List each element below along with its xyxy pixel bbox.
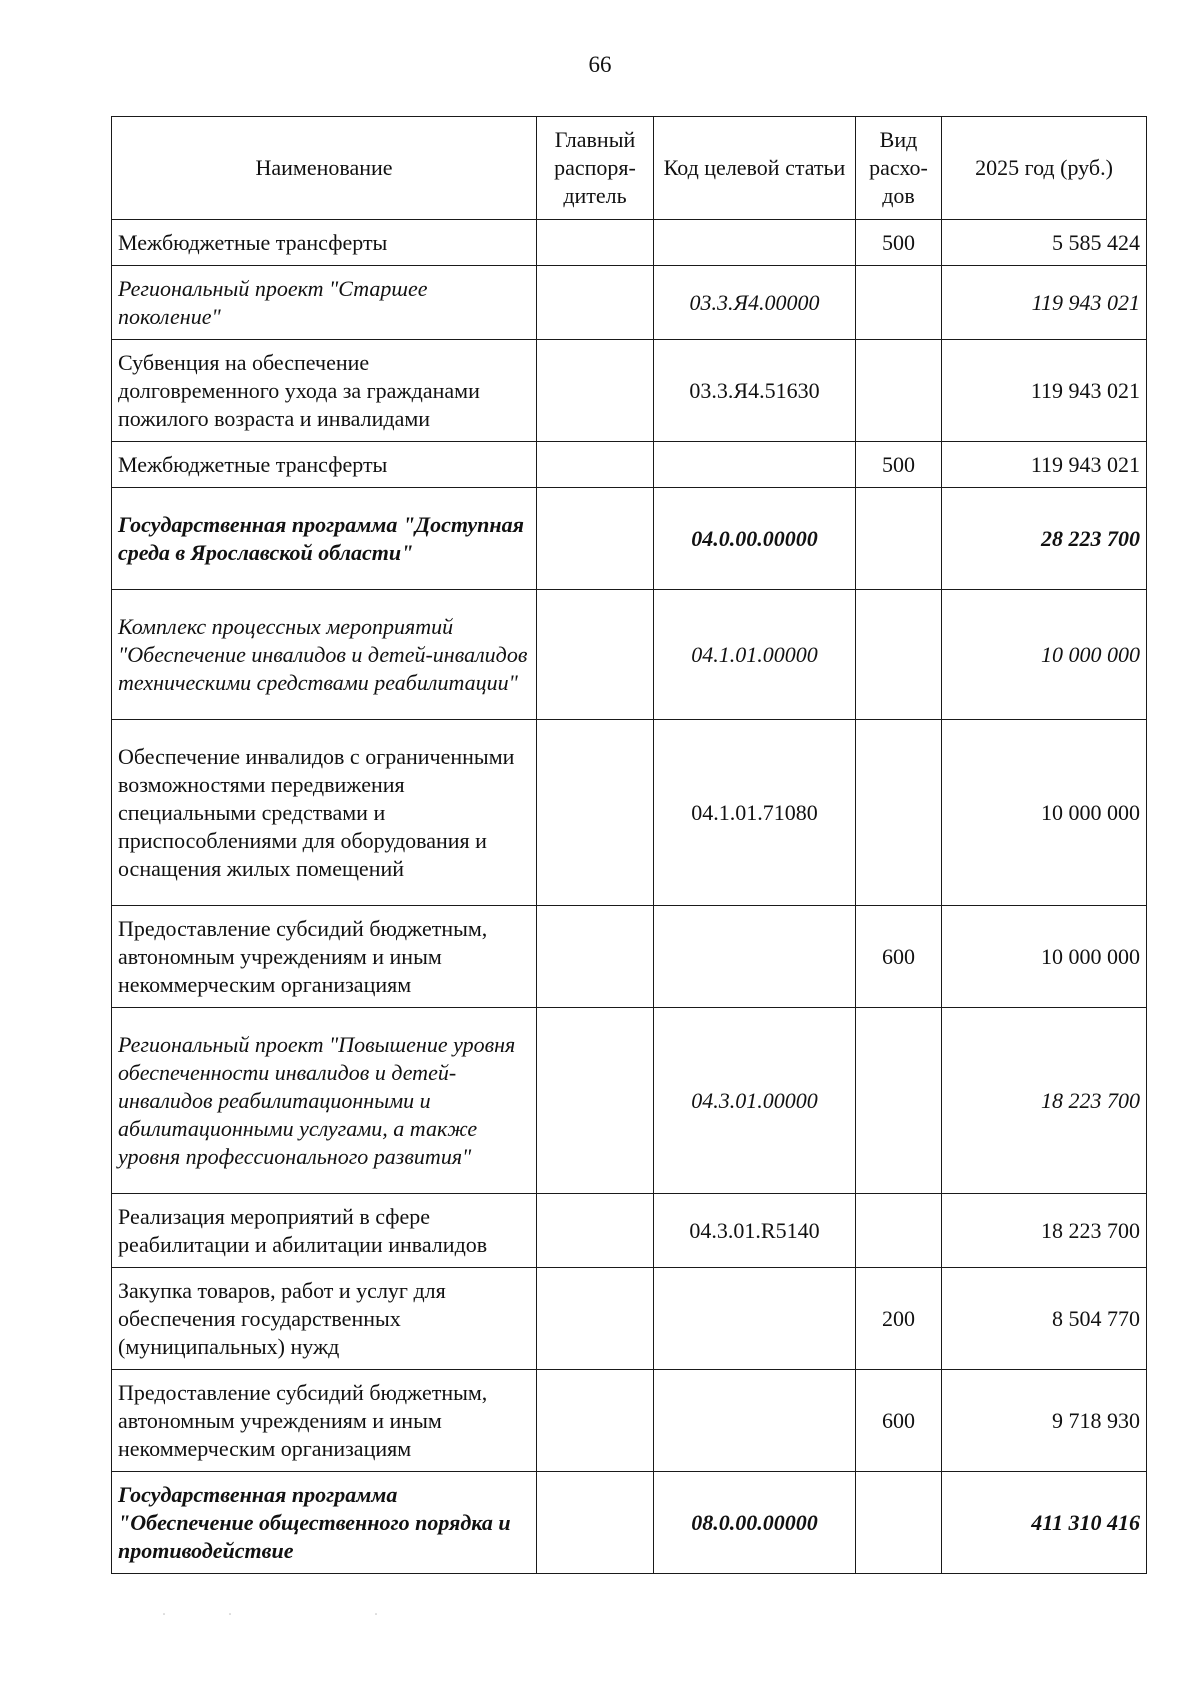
row-target-code-cell: [654, 1370, 856, 1472]
table-header-row: [112, 117, 1147, 220]
row-target-code-cell: 03.3.Я4.51630: [654, 340, 856, 442]
table-row: [112, 1008, 1147, 1194]
row-chief-manager-cell: [537, 906, 654, 1008]
row-chief-manager-cell: [537, 1268, 654, 1370]
table-row: [112, 488, 1147, 590]
table-row: [112, 1268, 1147, 1370]
table-row: [112, 442, 1147, 488]
row-expense-type-cell: [856, 1194, 942, 1268]
row-name-cell: Обеспечение инвалидов с ограниченными возможностями передвижения специальными средствами и приспособлениями для оборудования и оснащения жилых помещений: [112, 720, 537, 906]
table-row: [112, 906, 1147, 1008]
row-target-code-cell: 04.0.00.00000: [654, 488, 856, 590]
row-name-cell: Предоставление субсидий бюджетным, автономным учреждениям и иным некоммерческим организациям: [112, 906, 537, 1008]
row-target-code-cell: [654, 442, 856, 488]
table-row: [112, 590, 1147, 720]
row-expense-type-cell: [856, 340, 942, 442]
header-name: Наименование: [112, 117, 537, 220]
row-name-cell: Предоставление субсидий бюджетным, автономным учреждениям и иным некоммерческим организациям: [112, 1370, 537, 1472]
row-expense-type-cell: [856, 590, 942, 720]
row-amount-cell: 119 943 021: [942, 340, 1147, 442]
row-name-cell: Государственная программа "Доступная среда в Ярославской области": [112, 488, 537, 590]
table-row: [112, 266, 1147, 340]
row-chief-manager-cell: [537, 220, 654, 266]
row-expense-type-cell: [856, 1472, 942, 1574]
header-expense-type: Вид расхо-дов: [856, 117, 942, 220]
row-expense-type-cell: 500: [856, 220, 942, 266]
row-chief-manager-cell: [537, 266, 654, 340]
row-name-cell: Реализация мероприятий в сфере реабилитации и абилитации инвалидов: [112, 1194, 537, 1268]
row-amount-cell: 18 223 700: [942, 1008, 1147, 1194]
row-target-code-cell: 04.1.01.00000: [654, 590, 856, 720]
row-name-cell: Региональный проект "Повышение уровня обеспеченности инвалидов и детей-инвалидов реабилитационными и абилитационными услугами, а также уровня профессионального развития": [112, 1008, 537, 1194]
row-amount-cell: 10 000 000: [942, 590, 1147, 720]
row-amount-cell: 119 943 021: [942, 442, 1147, 488]
row-target-code-cell: [654, 1268, 856, 1370]
row-target-code-cell: [654, 906, 856, 1008]
row-expense-type-cell: [856, 266, 942, 340]
row-name-cell: Государственная программа "Обеспечение общественного порядка и противодействие: [112, 1472, 537, 1574]
scan-specks: [160, 1612, 460, 1616]
row-amount-cell: 28 223 700: [942, 488, 1147, 590]
row-chief-manager-cell: [537, 720, 654, 906]
row-expense-type-cell: [856, 720, 942, 906]
row-amount-cell: 10 000 000: [942, 720, 1147, 906]
row-chief-manager-cell: [537, 1008, 654, 1194]
row-expense-type-cell: [856, 488, 942, 590]
header-chief-manager: Главный распоря-дитель: [537, 117, 654, 220]
row-chief-manager-cell: [537, 340, 654, 442]
row-amount-cell: 119 943 021: [942, 266, 1147, 340]
row-target-code-cell: 03.3.Я4.00000: [654, 266, 856, 340]
row-target-code-cell: [654, 220, 856, 266]
table-row: [112, 340, 1147, 442]
row-name-cell: Региональный проект "Старшее поколение": [112, 266, 537, 340]
table-row: [112, 1472, 1147, 1574]
header-amount-2025: 2025 год (руб.): [942, 117, 1147, 220]
row-chief-manager-cell: [537, 488, 654, 590]
row-chief-manager-cell: [537, 1472, 654, 1574]
row-expense-type-cell: 200: [856, 1268, 942, 1370]
row-target-code-cell: 04.3.01.R5140: [654, 1194, 856, 1268]
row-amount-cell: 5 585 424: [942, 220, 1147, 266]
table-row: [112, 1370, 1147, 1472]
row-amount-cell: 10 000 000: [942, 906, 1147, 1008]
table-row: [112, 1194, 1147, 1268]
row-amount-cell: 411 310 416: [942, 1472, 1147, 1574]
row-expense-type-cell: [856, 1008, 942, 1194]
row-name-cell: Межбюджетные трансферты: [112, 220, 537, 266]
row-expense-type-cell: 600: [856, 1370, 942, 1472]
row-chief-manager-cell: [537, 590, 654, 720]
row-amount-cell: 8 504 770: [942, 1268, 1147, 1370]
table-row: [112, 220, 1147, 266]
row-target-code-cell: 08.0.00.00000: [654, 1472, 856, 1574]
row-amount-cell: 9 718 930: [942, 1370, 1147, 1472]
row-chief-manager-cell: [537, 1370, 654, 1472]
row-name-cell: Субвенция на обеспечение долговременного ухода за гражданами пожилого возраста и инвалидами: [112, 340, 537, 442]
row-name-cell: Комплекс процессных мероприятий "Обеспечение инвалидов и детей-инвалидов техническими средствами реабилитации": [112, 590, 537, 720]
row-target-code-cell: 04.3.01.00000: [654, 1008, 856, 1194]
budget-table: [111, 116, 1147, 1574]
table-body: [112, 220, 1147, 1574]
row-name-cell: Межбюджетные трансферты: [112, 442, 537, 488]
row-chief-manager-cell: [537, 1194, 654, 1268]
row-name-cell: Закупка товаров, работ и услуг для обеспечения государственных (муниципальных) нужд: [112, 1268, 537, 1370]
page-number: 66: [588, 52, 612, 77]
row-expense-type-cell: 500: [856, 442, 942, 488]
row-chief-manager-cell: [537, 442, 654, 488]
row-expense-type-cell: 600: [856, 906, 942, 1008]
header-target-code: Код целевой статьи: [654, 117, 856, 220]
row-amount-cell: 18 223 700: [942, 1194, 1147, 1268]
table-row: [112, 720, 1147, 906]
row-target-code-cell: 04.1.01.71080: [654, 720, 856, 906]
